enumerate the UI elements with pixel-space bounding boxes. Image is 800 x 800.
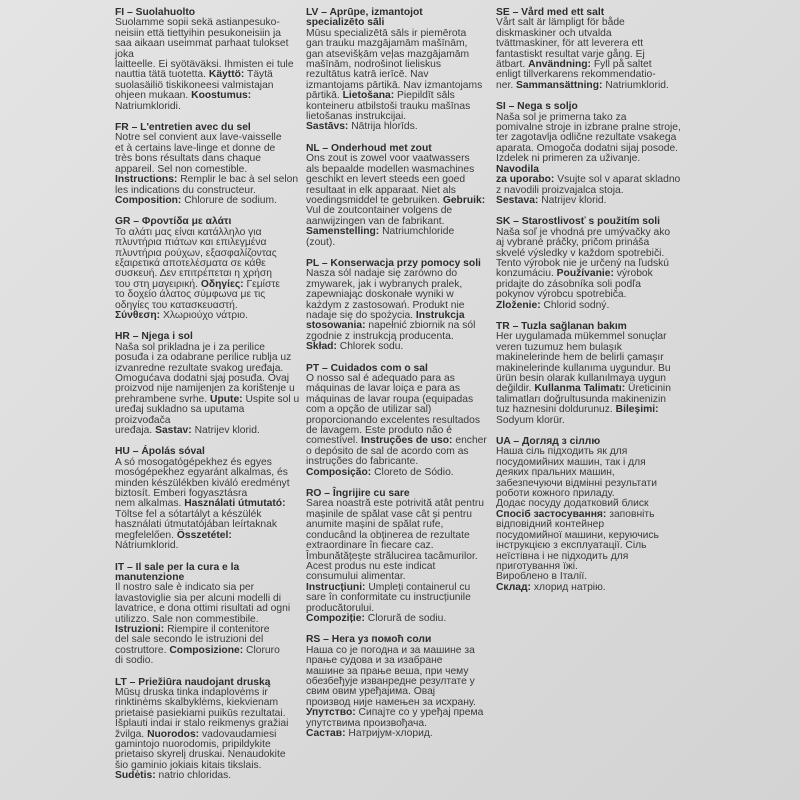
- composition-text: Cloreto de Sódio.: [371, 466, 454, 478]
- instructions-label: Οδηγίες:: [200, 278, 244, 290]
- composition-label: Koostumus:: [191, 90, 252, 102]
- instructions-label: Упутство:: [306, 707, 356, 719]
- section-body: Наша сіль підходить як для посудомийних машин, так і для деяких пральних машин, забезпечуючи відмінні результати роботи кожного приладу. Додає посуду додатковий блиск: [496, 446, 657, 510]
- section-body: O nosso sal é adequado para as máquinas de lavar loiça e para as máquinas de lavar roupa (equipadas com a opção de utilizar sal) proporcionando excelentes resultados de lavagem. Este produto não é comestível.: [306, 373, 481, 447]
- composition-label: Composição:: [306, 466, 372, 478]
- section-body: Mūsu specializētā sāls ir piemērota gan trauku mazgājamām mašīnām, gan atsevišķām veļas mazgājamām mašīnām, nodrošinot lieliskus rezultātus katrā ierīcē. Nav izmantojams pārtikā. Nav izmantojams pārtikā.: [306, 27, 483, 102]
- section-it: [115, 563, 301, 667]
- composition-text: Chlorure de sodium.: [181, 194, 277, 206]
- composition-label: Zloženie:: [496, 299, 541, 311]
- section-lv: [306, 8, 492, 133]
- section-gr: [115, 217, 301, 321]
- composition-label: Bileşimi:: [615, 404, 659, 416]
- section-body: Ons zout is zowel voor vaatwassers als bepaalde modellen wasmachines geschikt en levert steeds een goed resultaat in elk apparaat. Niet als voedingsmiddel te gebruiken.: [306, 153, 475, 206]
- section-hu: [115, 447, 301, 551]
- composition-text: Cloruro di sodio.: [115, 644, 280, 667]
- section-title: SE – Vård med ett salt: [496, 7, 605, 18]
- section-body: Naša sol prikladna je i za perilice posuđa i za odabrane perilice rublja uz izvanredne rezultate svakog uređaja. Omogućava dodatni sjaj posuđa. Ovaj proizvod nije namijenjen za korištenje u prehrambene svrhe.: [115, 341, 295, 405]
- section-body: Naša soľ je vhodná pre umývačky ako aj vybrané práčky, pričom prináša skvelé výsledky v každom spotrebiči. Tento výrobok nie je určený na ľudskú konzumáciu.: [496, 226, 671, 280]
- instructions-text: Üreticinin talimatları doğrultusunda makinenizin tuz haznesini doldurunuz.: [496, 383, 671, 416]
- section-body: Το αλάτι μας είναι κατάλληλο για πλυντήρια πιάτων και επιλεγμένα πλυντήρια ρούχων, εξασφαλίζοντας εξαιρετικά αποτελέσματα σε κάθε συσκευή. Δεν επιτρέπεται η χρήση του στη μαγειρική.: [115, 226, 277, 290]
- composition-label: Sastav:: [155, 425, 192, 437]
- composition-text: Nátriumklorid.: [115, 540, 179, 552]
- instructions-label: Lietošana:: [342, 90, 395, 102]
- composition-label: Composition:: [115, 194, 182, 206]
- instructions-text: Riempire il contenitore del sale secondo le istruzioni del costruttore.: [115, 623, 270, 656]
- section-rs: [306, 635, 492, 739]
- composition-text: Natriumkloridi.: [115, 100, 181, 112]
- section-fi: [115, 8, 301, 112]
- composition-text: Sodyum klorür.: [496, 414, 565, 426]
- section-body: Notre sel convient aux lave-vaisselle et à certains lave-linge et donne de très bons résultats dans chaque appareil. Sel non comestible.: [115, 132, 282, 175]
- section-se: [496, 8, 682, 91]
- composition-text: Χλωριούχο νάτριο.: [160, 309, 249, 321]
- instructions-label: Istruzioni:: [115, 623, 165, 635]
- section-title: SK – Starostlivosť s použitím soli: [496, 216, 660, 228]
- composition-text: Natriumklorid.: [602, 79, 669, 91]
- section-title: LV – Aprūpe, izmantojot specializēto sāli: [306, 7, 423, 29]
- instructions-text: Сипајте со у уређај према упутствима произвођача.: [306, 707, 484, 729]
- composition-label: Skład:: [306, 341, 337, 353]
- section-title: NL – Onderhoud met zout: [306, 142, 432, 154]
- instructions-text: Umpleți containerul cu sare în conformitate cu instrucțiunile producătorului.: [306, 581, 471, 614]
- section-body: Vårt salt är lämpligt för både diskmaskiner och utvalda tvättmaskiner, för att leverera ett fantastiskt resultat varje gång. Ej ätbart.: [496, 17, 645, 71]
- instructions-text: Fyll på saltet enligt tillverkarens rekommendatio- ner.: [496, 59, 656, 91]
- composition-label: Склад:: [496, 581, 531, 593]
- section-hr: [115, 332, 301, 436]
- section-title: IT – Il sale per la cura e la manutenzione: [115, 561, 240, 583]
- section-body: Il nostro sale è indicato sia per lavastoviglie sia per alcuni modelli di lavatrice, e dona ottimi risultati ad ogni utilizzo. Sale non commestibile.: [115, 582, 291, 625]
- section-title: SI – Nega s soljo: [496, 101, 578, 113]
- section-body: Наша со је погодна и за машине за прање судова и за изабране машине за прање веша, при чему обезбеђује изванредне резултате у свим овим уређајима. Овај производ није намењен за исхрану.: [306, 644, 476, 708]
- composition-label: Sudėtis:: [115, 770, 156, 782]
- instructions-label: Användning:: [528, 59, 591, 71]
- instructions-text: Uspite sol u uređaj sukladno sa uputama proizvođača uređaja.: [115, 393, 300, 437]
- composition-label: Összetétel:: [176, 529, 232, 541]
- section-title: FI – Suolahuolto: [115, 7, 196, 18]
- instructions-label: Používanie:: [556, 268, 614, 280]
- composition-text: Clorură de sodiu.: [364, 612, 447, 624]
- section-title: PL – Konserwacja przy pomocy soli: [306, 257, 481, 269]
- instructions-text: Remplir le bac à sel selon les indications du constructeur.: [115, 174, 299, 196]
- instructions-label: Gebruik:: [442, 194, 486, 206]
- section-title: GR – Φροντίδα με αλάτι: [115, 216, 232, 228]
- instructions-label: Nuorodos:: [147, 728, 200, 740]
- instructions-label: Instruções de uso:: [360, 435, 453, 447]
- instructions-text: Piepildīt sāls konteineru atbilstoši trauku mašīnas lietošanas instrukcijai.: [306, 90, 471, 123]
- section-lt: [115, 678, 301, 782]
- composition-label: Composizione:: [169, 644, 244, 656]
- section-title: RO – Îngrijire cu sare: [306, 488, 410, 500]
- section-body: Naša sol je primerna tako za pomivalne stroje in izbrane pralne stroje, ter zagotavlja odlične rezultate vsakega aparata. Omogoča dodatni sijaj posode. Izdelek ni primeren za uživanje.: [496, 111, 681, 165]
- instructions-text: заповніть відповідний контейнер посудомийної машини, керуючись інструкцією з експлуатації. Сіль неїстівна і не підходить для приготування їжі. Вироблено в Італії.: [496, 508, 659, 583]
- composition-text: natrio chloridas.: [155, 770, 232, 782]
- composition-label: Samenstelling:: [306, 226, 380, 238]
- instructions-label: Upute:: [210, 393, 243, 405]
- composition-label: Sestava:: [496, 194, 539, 206]
- instructions-label: Спосіб застосування:: [496, 508, 607, 520]
- text-column-right: [496, 8, 682, 604]
- section-sk: [496, 217, 682, 311]
- instructions-text: Vsujte sol v aparat skladno z navodili proizvajalca stoja.: [496, 174, 681, 196]
- section-ro: [306, 489, 492, 624]
- instructions-label: Navodila za uporabo:: [496, 163, 555, 186]
- instructions-text: Vul de zoutcontainer volgens de aanwijzingen van de fabrikant.: [306, 205, 453, 227]
- section-body: Suolamme sopii sekä astianpesuko- neisiin että tiettyihin pesukoneisiin ja saa aikaan useimmat parhaat tulokset joka laitteelle. Ei syötäväksi. Ihmisten ei tule nauttia tätä tuotetta.: [115, 17, 294, 81]
- section-body: Her uygulamada mükemmel sonuçlar veren tuzumuz hem bulaşık makinelerinde hem de belirli çamaşır makinelerinde kullanıma uygundur. Bu ürün besin olarak kullanılmaya uygun değildir.: [496, 331, 671, 395]
- instructions-label: Kullanma Talimatı:: [534, 383, 626, 395]
- text-column-left: [115, 8, 301, 793]
- section-body: Sarea noastră este potrivită atât pentru mașinile de spălat vase cât și pentru anumite mașini de spălat rufe, conducând la obținerea de rezultate extraordinare în fiecare caz. Îmbunătățește strălucirea tacâmurilor. Acest produs nu este indicat consumului alimentar.: [306, 498, 485, 583]
- instructions-text: Γεμίστε το δοχείο άλατος σύμφωνα με τις οδηγίες του κατασκευαστή.: [115, 278, 280, 311]
- section-tr: [496, 322, 682, 426]
- section-title: PT – Cuidados com o sal: [306, 362, 428, 374]
- section-title: HR – Njega i sol: [115, 331, 193, 343]
- section-title: LT – Priežiūra naudojant druską: [115, 676, 271, 688]
- section-si: [496, 102, 682, 206]
- composition-label: Sammansättning:: [516, 79, 603, 91]
- section-title: TR – Tuzla sağlanan bakım: [496, 320, 627, 332]
- section-pt: [306, 364, 492, 478]
- section-title: FR – L'entretien avec du sel: [115, 122, 251, 134]
- instructions-label: Instrucțiuni:: [306, 581, 366, 593]
- section-nl: [306, 144, 492, 248]
- composition-text: Natrijev klorid.: [538, 194, 607, 206]
- section-title: UA – Догляд з сіллю: [496, 436, 601, 448]
- section-body: A só mosogatógépekhez és egyes mosógépekhez egyaránt alkalmas, és minden készülékben kiváló eredményt biztosít. Emberi fogyasztásra nem alkalmas.: [115, 456, 290, 510]
- section-body: Mūsų druska tinka indaplovėms ir rinktinėms skalbyklėms, kiekvienam prietaisė pasiekiami puikūs rezultatai. Išplauti indai ir stalo reikmenys gražiai žvilga.: [115, 686, 289, 740]
- instructions-text: výrobok pridajte do zásobníka soli podľa pokynov výrobcu spotrebiča.: [496, 268, 653, 301]
- composition-label: Састав:: [306, 728, 346, 739]
- section-body: Nasza sól nadaje się zarówno do zmywarek, jak i wybranych pralek, zapewniając doskonałe wyniki w każdym z zastosowań. Produkt nie nadaje się do spożycia.: [306, 268, 465, 321]
- instructions-text: napełnić zbiornik na sól zgodnie z instrukcją producenta.: [306, 320, 476, 342]
- composition-label: Compoziție:: [306, 612, 365, 624]
- instructions-text: Täytä suolasäiliö tiskikoneesi valmistajan ohjeen mukaan.: [115, 69, 274, 102]
- section-fr: [115, 123, 301, 206]
- composition-text: хлорид натрію.: [530, 581, 606, 593]
- composition-text: Natrijev klorid.: [191, 425, 260, 437]
- composition-text: Natriumchloride (zout).: [306, 226, 455, 248]
- composition-text: Chlorid sodný.: [540, 299, 610, 311]
- instructions-text: vadovaudamiesi gamintojo nuorodomis, pripildykite prietaiso skyrelį druskai. Nenaudokite šio gaminio jokiais kitais tikslais.: [115, 728, 286, 771]
- instructions-label: Käyttö:: [208, 69, 245, 81]
- composition-label: Σύνθεση:: [115, 309, 161, 321]
- text-column-middle: [306, 8, 492, 750]
- composition-label: Sastāvs:: [306, 121, 349, 133]
- composition-text: Nātrija hlorīds.: [348, 121, 418, 133]
- section-ua: [496, 437, 682, 593]
- section-pl: [306, 259, 492, 353]
- section-title: RS – Нега уз помоћ соли: [306, 634, 432, 646]
- composition-text: Натријум-хлорид.: [345, 728, 433, 739]
- instructions-label: Instructions:: [115, 174, 178, 186]
- instructions-label: Használati útmutató:: [184, 498, 286, 510]
- instructions-label: Instrukcja stosowania:: [306, 309, 465, 332]
- instructions-text: Töltse fel a sótartályt a készülék használati útmutatójában leírtaknak megfelelően.: [115, 508, 277, 541]
- composition-text: Chlorek sodu.: [336, 341, 404, 353]
- instructions-text: encher o depósito de sal de acordo com as instruções do fabricante.: [306, 435, 487, 468]
- section-title: HU – Ápolás sóval: [115, 446, 205, 458]
